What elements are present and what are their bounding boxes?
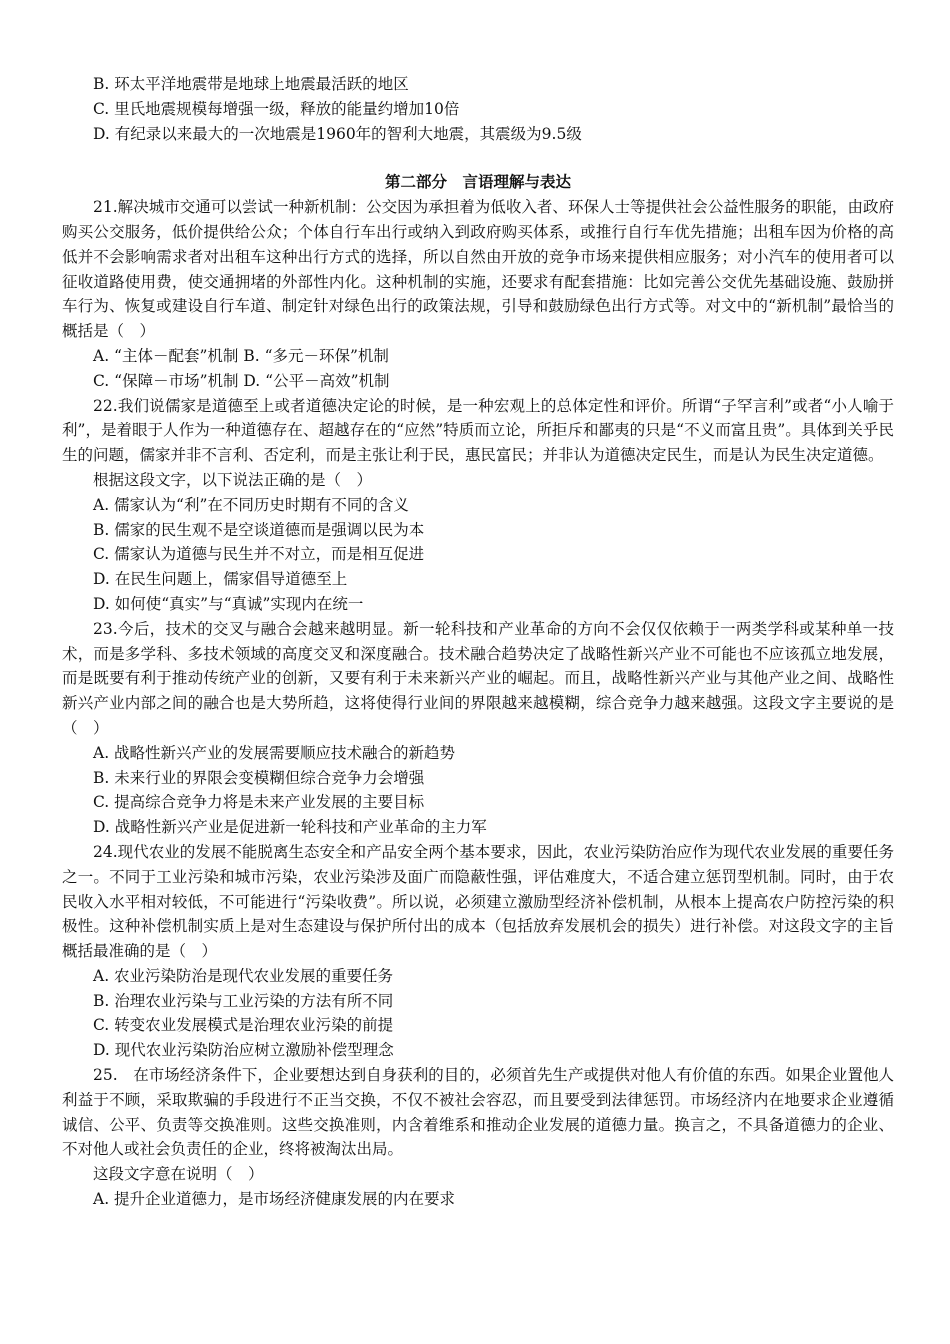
question-22-option-d: D. 在民生问题上，儒家倡导道德至上 (93, 570, 348, 589)
question-22-option-c: C. 儒家认为道德与民生并不对立，而是相互促进 (93, 545, 425, 564)
question-22-stem: 22.我们说儒家是道德至上或者道德决定论的时候，是一种宏观上的总体定性和评价。所谓“子罕言利”或者“小人喻于利”，是着眼于人作为一种道德存在、超越存在的“应然”特质而立论，所拒斥和鄙夷的只是“不义而富且贵”。具体到关乎民生的问题，儒家并非不言利、否定利，而是主张让利于民，惠民富民；并非认为道德决定民生，而是认为民生决定道德。 (62, 396, 894, 465)
option-d: D. 有纪录以来最大的一次地震是1960年的智利大地震，其震级为9.5级 (93, 124, 582, 143)
question-22-prompt: 根据这段文字，以下说法正确的是（ ） (93, 470, 373, 489)
question-23-option-b: B. 未来行业的界限会变模糊但综合竞争力会增强 (93, 768, 425, 787)
question-24-option-b: B. 治理农业污染与工业污染的方法有所不同 (93, 991, 394, 1010)
question-22-option-b: B. 儒家的民生观不是空谈道德而是强调以民为本 (93, 520, 425, 539)
question-21-options-ab: A. “主体－配套”机制 B. “多元－环保”机制 (93, 346, 389, 365)
question-23-option-d: D. 战略性新兴产业是促进新一轮科技和产业革命的主力军 (93, 818, 487, 837)
question-23-stem: 23.今后，技术的交叉与融合会越来越明显。新一轮科技和产业革命的方向不会仅仅依赖于一两类学科或某种单一技术，而是多学科、多技术领域的高度交叉和深度融合。技术融合趋势决定了战略性新兴产业不可能也不应该孤立地发展，而是既要有利于推动传统产业的创新，又要有利于未来新兴产业的崛起。而且，战略性新兴产业与其他产业之间、战略性新兴产业内部之间的融合也是大势所趋，这将使得行业间的界限越来越模糊，综合竞争力越来越强。这段文字主要说的是（ ） (62, 619, 894, 737)
question-21-options-cd: C. “保障－市场”机制 D. “公平－高效”机制 (93, 371, 390, 390)
question-24-option-a: A. 农业污染防治是现代农业发展的重要任务 (93, 966, 394, 985)
question-25-stem: 25. 在市场经济条件下，企业要想达到自身获利的目的，必须首先生产或提供对他人有价值的东西。如果企业置他人利益于不顾，采取欺骗的手段进行不正当交换，不仅不被社会容忍，而且要受到法律惩罚。市场经济内在地要求企业遵循诚信、公平、负责等交换准则。这些交换准则，内含着维系和推动企业发展的道德力量。换言之，不具备道德力的企业、不对他人或社会负责任的企业，终将被淘汰出局。 (62, 1066, 894, 1159)
question-24-stem: 24.现代农业的发展不能脱离生态安全和产品安全两个基本要求，因此，农业污染防治应作为现代农业发展的重要任务之一。不同于工业污染和城市污染，农业污染涉及面广而隐蔽性强，评估难度大，不适合建立惩罚型机制。同时，由于农民收入水平相对较低，不可能进行“污染收费”。所以说，必须建立激励型经济补偿机制，从根本上提高农户防控污染的积极性。这种补偿机制实质上是对生态建设与保护所付出的成本（包括放弃发展机会的损失）进行补偿。对这段文字的主旨概括最准确的是（ ） (62, 842, 894, 961)
question-24-option-d: D. 现代农业污染防治应树立激励补偿型理念 (93, 1041, 394, 1060)
question-21-stem: 21.解决城市交通可以尝试一种新机制：公交因为承担着为低收入者、环保人士等提供社会公益性服务的职能，由政府购买公交服务，低价提供给公众；个体自行车出行或纳入到政府购买体系，或推行自行车优先措施；出租车因为价格的高低并不会影响需求者对出租车这种出行方式的选择，所以自然由开放的竞争市场来提供相应服务；对小汽车的使用者可以征收道路使用费，使交通拥堵的外部性内化。这种机制的实施，还要求有配套措施：比如完善公交优先基础设施、鼓励拼车行为、恢复或建设自行车道、制定针对绿色出行的政策法规，引导和鼓励绿色出行方式等。对文中的“新机制”最恰当的概括是（ ） (62, 198, 894, 341)
document-content (62, 72, 894, 1212)
option-c: C. 里氏地震规模每增强一级，释放的能量约增加10倍 (93, 99, 460, 118)
question-23-option-c: C. 提高综合竞争力将是未来产业发展的主要目标 (93, 793, 425, 812)
question-23-option-a: A. 战略性新兴产业的发展需要顺应技术融合的新趋势 (93, 743, 456, 762)
section-title: 第二部分 言语理解与表达 (384, 172, 571, 192)
question-22-option-a: A. 儒家认为“利”在不同历史时期有不同的含义 (93, 495, 409, 514)
option-b: B. 环太平洋地震带是地球上地震最活跃的地区 (93, 75, 409, 93)
question-24-option-c: C. 转变农业发展模式是治理农业污染的前提 (93, 1016, 394, 1035)
question-22-option-d-extra: D. 如何使“真实”与“真诚”实现内在统一 (93, 594, 364, 613)
question-25-prompt: 这段文字意在说明（ ） (93, 1165, 264, 1184)
question-25-option-a: A. 提升企业道德力，是市场经济健康发展的内在要求 (93, 1190, 456, 1209)
